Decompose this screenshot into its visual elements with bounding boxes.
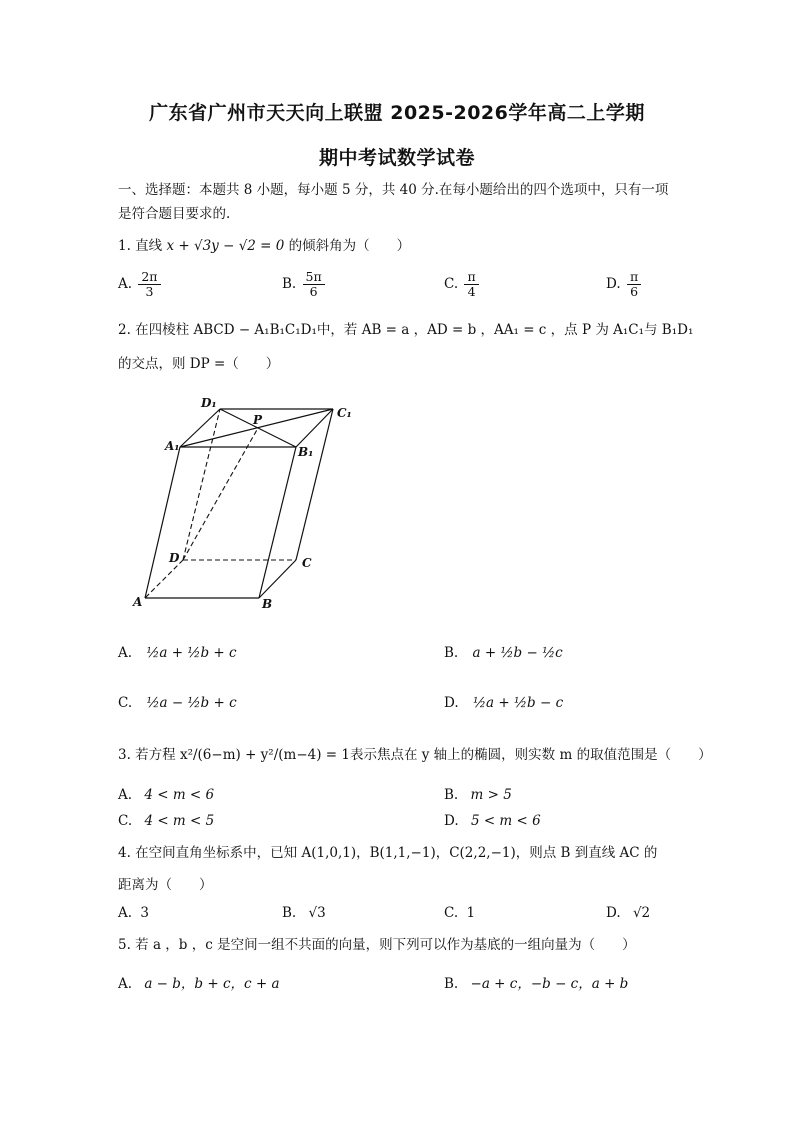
question-2-stem-line1: 2. 在四棱柱 ABCD − A₁B₁C₁D₁中，若 AB = a ，AD = b ，AA₁ = c ，点 P 为 A₁C₁与 B₁D₁ xyxy=(118,322,694,338)
edge-d1-a1 xyxy=(180,409,220,447)
q1-equation: x + √3y − √2 = 0 xyxy=(166,238,285,254)
q2-option-d[interactable] xyxy=(444,695,563,711)
option-label: A. xyxy=(118,976,133,992)
option-expression: 4 < m < 5 xyxy=(144,813,215,829)
option-label: A. xyxy=(118,645,133,661)
label-p: P xyxy=(253,413,263,427)
q1-option-b[interactable] xyxy=(282,270,327,299)
option-label: C. xyxy=(118,695,133,711)
option-label: B. xyxy=(444,976,459,992)
q4-option-d[interactable] xyxy=(606,905,650,921)
option-expression: ½a + ½b − c xyxy=(472,695,564,711)
q2-option-a[interactable] xyxy=(118,645,237,661)
option-label: C. xyxy=(444,905,459,921)
option-label: D. xyxy=(606,905,621,921)
option-value: 1 xyxy=(466,905,476,921)
label-c: C xyxy=(302,556,312,570)
option-expression: m > 5 xyxy=(470,787,512,803)
label-b: B xyxy=(262,597,273,611)
q4-option-b[interactable] xyxy=(282,905,326,921)
option-expression: −a + c，−b − c，a + b xyxy=(470,976,629,992)
edge-c1-c xyxy=(296,409,333,560)
fraction: $\frac{\pi}{4}$ xyxy=(464,270,478,299)
q1-stem-suffix: 的倾斜角为（ ） xyxy=(288,238,411,254)
option-label: B. xyxy=(444,787,459,803)
edge-a1-a xyxy=(145,447,180,598)
exam-title-line1: 广东省广州市天天向上联盟 2025-2026学年高二上学期 xyxy=(149,102,645,124)
option-label: C. xyxy=(444,276,459,292)
hidden-segment-d-p xyxy=(183,428,258,560)
question-4-stem-line1: 4. 在空间直角坐标系中，已知 A(1,0,1)，B(1,1,−1)，C(2,2,−1)，则点 B 到直线 AC 的 xyxy=(118,845,658,861)
option-expression: ½a − ½b + c xyxy=(146,695,237,711)
label-c1: C₁ xyxy=(337,406,352,420)
option-label: B. xyxy=(282,905,297,921)
option-expression: 5 < m < 6 xyxy=(470,813,541,829)
option-value: √2 xyxy=(632,905,651,921)
q3-option-c[interactable] xyxy=(118,813,214,829)
fraction: $\frac{\pi}{6}$ xyxy=(627,270,641,299)
q5-option-a[interactable] xyxy=(118,972,280,992)
q3-option-a[interactable] xyxy=(118,787,214,803)
section-intro-line2: 是符合题目要求的. xyxy=(118,206,231,222)
question-5-stem: 5. 若 a ，b ，c 是空间一组不共面的向量，则下列可以作为基底的一组向量为（ ） xyxy=(118,937,636,953)
edge-b-c xyxy=(259,560,296,598)
option-label: D. xyxy=(444,695,459,711)
question-3-stem: 3. 若方程 x²/(6−m) + y²/(m−4) = 1表示焦点在 y 轴上的椭圆，则实数 m 的取值范围是（ ） xyxy=(118,747,712,763)
option-label: A. xyxy=(118,787,133,803)
q5-option-b[interactable] xyxy=(444,972,628,992)
question-4-stem-line2: 距离为（ ） xyxy=(118,877,213,893)
question-1-stem xyxy=(118,236,410,256)
q3-option-b[interactable] xyxy=(444,787,512,803)
q2-option-b[interactable] xyxy=(444,645,563,661)
edge-c1-b1 xyxy=(296,409,333,447)
section-intro-line1: 一、选择题：本题共 8 小题，每小题 5 分，共 40 分.在每小题给出的四个选项中，只有一项 xyxy=(118,182,669,198)
option-label: A. xyxy=(118,276,133,292)
label-a: A xyxy=(133,595,143,609)
q1-option-d[interactable] xyxy=(606,270,643,299)
q3-option-d[interactable] xyxy=(444,813,541,829)
option-label: C. xyxy=(118,813,133,829)
label-d1: D₁ xyxy=(201,396,217,410)
label-d: D xyxy=(169,551,180,565)
option-label: D. xyxy=(606,276,621,292)
fraction: $\frac{2\pi}{3}$ xyxy=(138,270,160,299)
fraction: $\frac{5\pi}{6}$ xyxy=(303,270,325,299)
option-label: B. xyxy=(444,645,459,661)
hidden-edge-d-d1 xyxy=(183,409,220,560)
option-expression: a + ½b − ½c xyxy=(472,645,563,661)
q1-option-a[interactable] xyxy=(118,270,163,299)
q4-option-c[interactable] xyxy=(444,905,475,921)
question-2-stem-line2: 的交点，则 DP =（ ） xyxy=(118,356,280,372)
edge-b1-b xyxy=(259,447,296,598)
option-label: A. xyxy=(118,905,133,921)
q2-option-c[interactable] xyxy=(118,695,237,711)
exam-title-line2: 期中考试数学试卷 xyxy=(318,147,475,169)
option-label: B. xyxy=(282,276,297,292)
option-value: 3 xyxy=(140,905,149,921)
option-value: √3 xyxy=(308,905,326,921)
option-expression: 4 < m < 6 xyxy=(144,787,215,803)
parallelepiped-figure xyxy=(125,390,365,615)
q1-option-c[interactable] xyxy=(444,270,481,299)
label-b1: B₁ xyxy=(298,445,314,459)
label-a1: A₁ xyxy=(165,439,180,453)
option-expression: ½a + ½b + c xyxy=(146,645,237,661)
option-label: D. xyxy=(444,813,459,829)
hidden-edge-d-a xyxy=(145,560,183,598)
q1-stem-prefix: 1. 直线 xyxy=(118,238,163,254)
q4-option-a[interactable] xyxy=(118,905,149,921)
option-expression: a − b，b + c，c + a xyxy=(144,976,280,992)
